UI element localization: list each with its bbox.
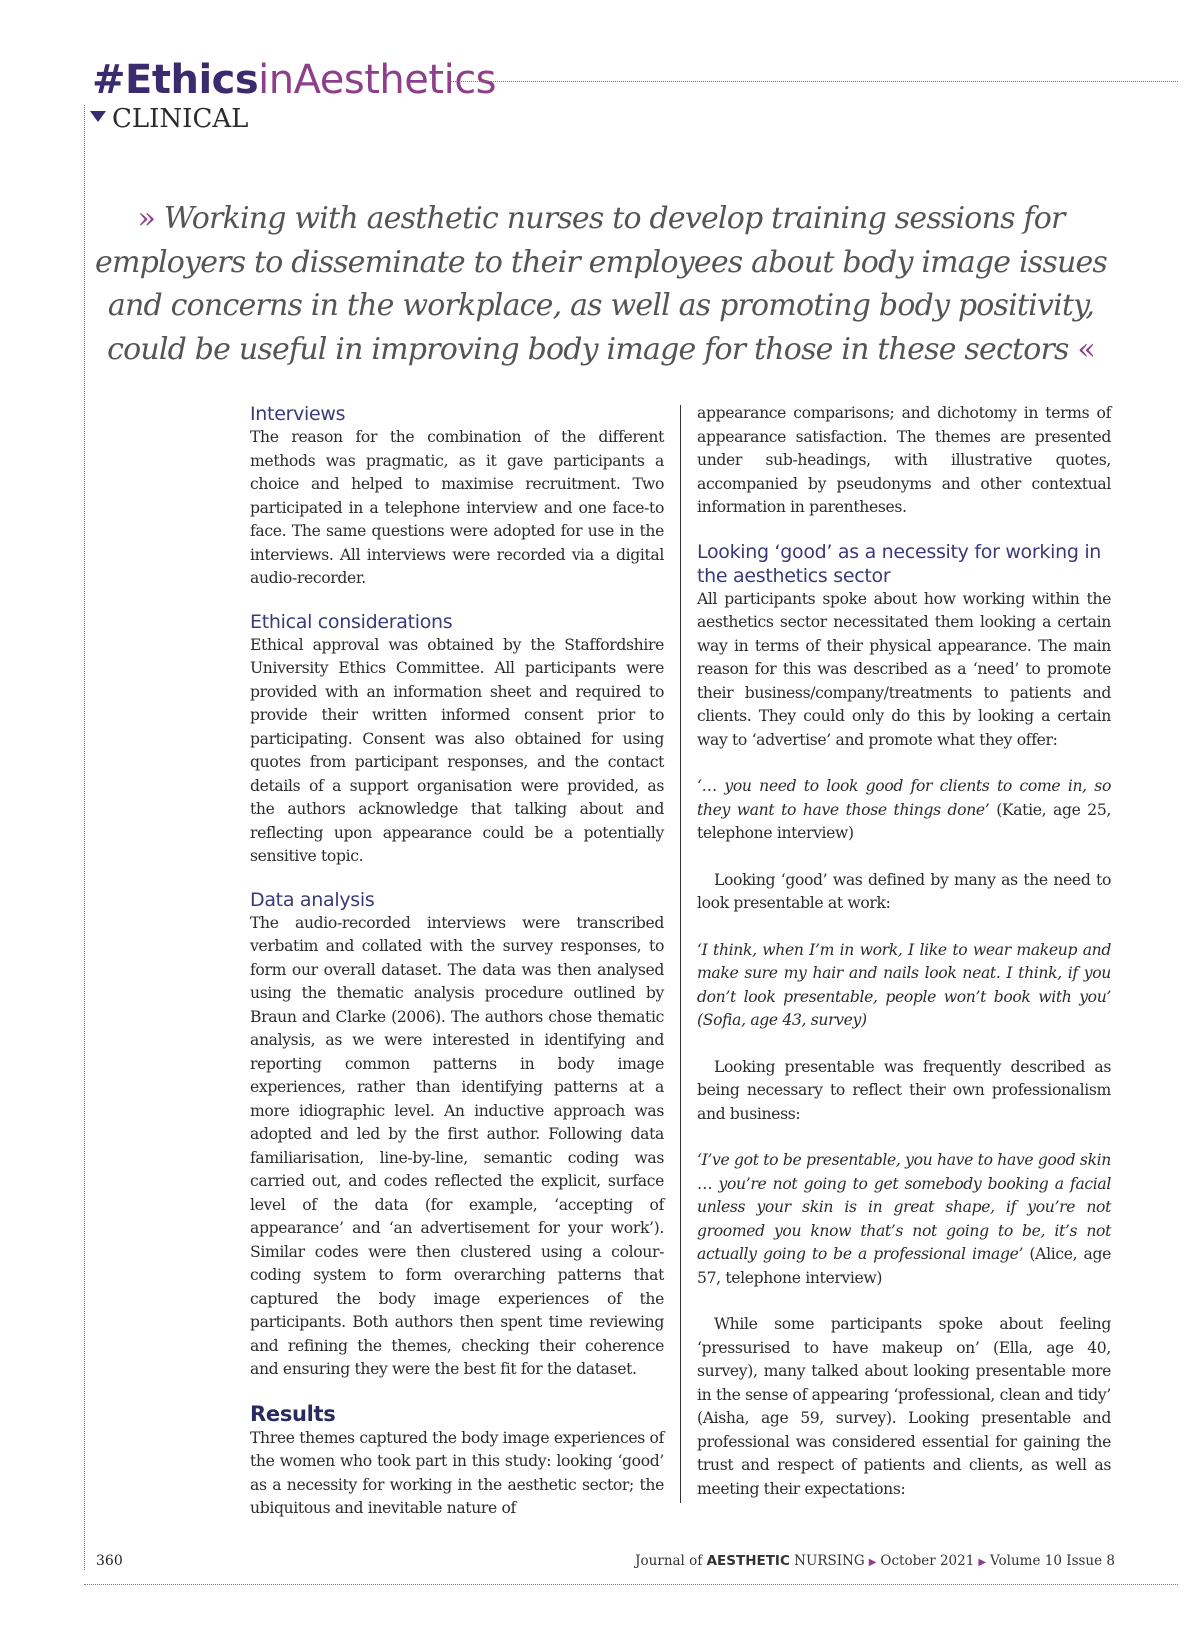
heading-results: Results — [250, 1401, 336, 1426]
journal-name-bold: AESTHETIC — [706, 1553, 790, 1569]
journal-date: October 2021 — [880, 1553, 975, 1569]
quote-alice — [697, 1149, 1111, 1290]
heading-ethical: Ethical considerations — [250, 610, 453, 633]
left-margin-rule — [84, 105, 85, 1570]
quote-katie-context: (Katie, age 25, telephone interview) — [697, 800, 1112, 842]
para-data-analysis: The audio-recorded interviews were transcribed verbatim and collated with the survey responses, to form our overall dataset. The data was then analysed using the thematic analysis procedure outlined by Braun and Clarke (2006). The authors chose thematic analysis, as we were interested in identifying and reporting common patterns in body image experiences, rather than identifying patterns at a more idiographic level. An inductive approach was adopted and led by the first author. Following data familiarisation, line-by-line, semantic coding was carried out, and codes reflected the explicit, surface level of the data (for example, ‘accepting of appearance’ and ‘an advertisement for your work’). Similar codes were then clustered using a colour-coding system to form overarching patterns that captured the body image experiences of the participants. Both authors then spent time reviewing and refining the themes, checking their coherence and ensuring they were the best fit for the dataset. — [250, 913, 664, 1378]
brand-title — [92, 56, 496, 104]
para-defined: Looking ‘good’ was defined by many as the need to look presentable at work: — [697, 870, 1111, 912]
triangle-right-icon: ▶ — [978, 1557, 987, 1568]
pull-quote-text: Working with aesthetic nurses to develop training sessions for employers to disseminate to their employees about body image issues and concerns in the workplace, as well as promoting body positivity, could be useful in improving body image for those in these sectors — [94, 201, 1108, 367]
quote-sofia: ‘I think, when I’m in work, I like to wear makeup and make sure my hair and nails look neat. I think, if you don’t look presentable, people won’t book with you’ (Sofia, age 43, survey) — [697, 940, 1111, 1029]
para-ethical: Ethical approval was obtained by the Staffordshire University Ethics Committee. All participants were provided with an information sheet and required to provide their written informed consent prior to participating. Consent was also obtained for using quotes from participant responses, and the contact details of a support organisation were provided, as the authors acknowledge that talking about and reflecting upon appearance could be a potentially sensitive topic. — [250, 635, 664, 865]
journal-name-suffix: NURSING — [794, 1553, 865, 1569]
page-number: 360 — [96, 1553, 123, 1569]
para-presentable: Looking presentable was frequently described as being necessary to reflect their own professionalism and business: — [697, 1057, 1111, 1123]
right-column — [697, 402, 1111, 1501]
triangle-right-icon: ▶ — [868, 1557, 877, 1568]
para-looking-good: All participants spoke about how working within the aesthetics sector necessitated them looking a certain way in terms of their physical appearance. The main reason for this was described as a ‘need’ to promote their business/company/treatments to patients and clients. They could only do this by looking a certain way to ‘advertise’ and promote what they offer: — [697, 589, 1111, 749]
brand-hashtag: #Ethics — [92, 57, 259, 103]
para-continued: appearance comparisons; and dichotomy in terms of appearance satisfaction. The themes are presented under sub-headings, with illustrative quotes, accompanied by pseudonyms and other contextual information in parentheses. — [697, 404, 1111, 516]
heading-looking-good: Looking ‘good’ as a necessity for working in the aesthetics sector — [697, 540, 1102, 587]
footer-rule — [84, 1584, 1178, 1585]
para-results: Three themes captured the body image experiences of the women who took part in this study: looking ‘good’ as a necessity for working in the aesthetic sector; the ubiquitous and inevitable nature of — [250, 1428, 664, 1517]
quote-alice-context: (Alice, age 57, telephone interview) — [697, 1245, 1111, 1287]
pull-quote — [92, 197, 1110, 371]
triangle-down-icon — [90, 111, 106, 122]
para-while: While some participants spoke about feeling ‘pressurised to have makeup on’ (Ella, age 40, survey), many talked about looking presentable more in the sense of appearing ‘professional, clean and tidy’ (Aisha, age 59, survey). Looking presentable and professional was considered essential for gaining the trust and respect of patients and clients, as well as meeting their expectations: — [697, 1315, 1111, 1498]
heading-interviews: Interviews — [250, 403, 346, 425]
left-column — [250, 402, 664, 1521]
journal-footer — [635, 1553, 1115, 1569]
section-label — [90, 103, 248, 135]
para-interviews: The reason for the combination of the different methods was pragmatic, as it gave participants a choice and helped to maximise recruitment. Two participated in a telephone interview and one face-to face. The same questions were adopted for use in the interviews. All interviews were recorded via a digital audio-recorder. — [250, 428, 664, 587]
journal-prefix: Journal of — [635, 1553, 703, 1569]
header-rule — [448, 81, 1178, 82]
heading-data-analysis: Data analysis — [250, 888, 375, 911]
quote-alice-text: ‘I’ve got to be presentable, you have to have good skin … you’re not going to get somebody booking a facial unless your skin is in great shape, if you’re not groomed you know that’s not going to be, it’s not actually going to be a professional image’ — [697, 1151, 1111, 1263]
brand-rest: inAesthetics — [258, 57, 497, 103]
column-separator — [680, 405, 681, 1503]
quote-open-mark: » — [137, 201, 156, 236]
quote-katie-text: ‘… you need to look good for clients to come in, so they want to have those things done’ — [697, 777, 1111, 819]
quote-close-mark: « — [1077, 331, 1095, 367]
section-text: CLINICAL — [112, 104, 249, 134]
journal-volume: Volume 10 Issue 8 — [990, 1553, 1115, 1569]
quote-katie — [697, 775, 1111, 846]
